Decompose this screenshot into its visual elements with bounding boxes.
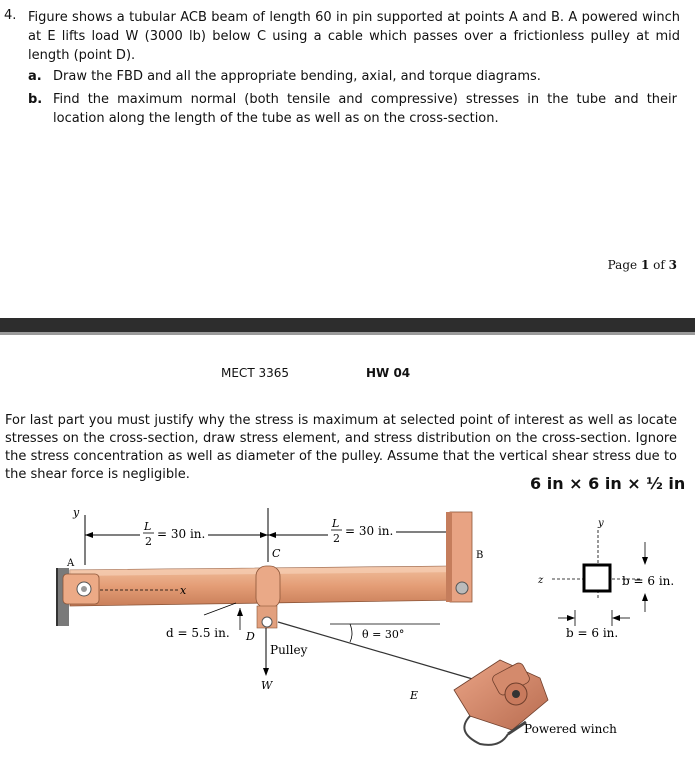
page-total: 3 [668, 258, 677, 272]
cs-bottom-dimension: b = 6 in. [566, 626, 619, 640]
question-number: 4. [4, 8, 17, 23]
tube-dimensions: 6 in × 6 in × ½ in [530, 474, 686, 493]
part-b-text: Find the maximum normal (both tensile and compressive) stresses in the tube and their location along the length of the tube as well as on the cross-section. [53, 92, 677, 126]
y-axis-label: y [73, 506, 80, 519]
pin-support-a [63, 574, 99, 604]
dim-right-den: 2 [333, 532, 340, 545]
load-arrow-w [263, 628, 269, 676]
point-d-label: D [246, 630, 255, 643]
instructions-paragraph: For last part you must justify why the stress is maximum at selected point of interest as well as locate stresses on the cross-section, draw stress element, and stress distribution on the cross-section. Ignore the stress concentration as well as diameter of the pulley. Assume that the vertical shear stress due to the shear force is negligible. [5, 413, 677, 482]
dimension-left [85, 520, 268, 548]
course-code: MECT 3365 [221, 366, 289, 380]
part-a-label: a. [28, 69, 42, 84]
part-b-label: b. [28, 92, 43, 107]
offset-label: d = 5.5 in. [166, 626, 230, 640]
cs-y-label: y [598, 518, 604, 529]
dim-left-num: L [144, 520, 152, 533]
x-axis-label: x [180, 584, 187, 597]
homework-title: HW 04 [366, 366, 411, 380]
clamp-c [256, 566, 280, 628]
point-e-label: E [410, 689, 419, 702]
cs-side-dimension: b = 6 in. [622, 574, 675, 588]
dim-left-den: 2 [145, 535, 152, 548]
winch-label: Powered winch [524, 722, 617, 736]
page-current: 1 [640, 258, 650, 272]
pulley-label: Pulley [270, 643, 308, 657]
part-a-text: Draw the FBD and all the appropriate bending, axial, and torque diagrams. [53, 69, 541, 84]
point-c-label: C [272, 547, 281, 560]
theta-arc [350, 624, 352, 642]
page-of: of [653, 258, 665, 272]
question-text: Figure shows a tubular ACB beam of length 60 in pin supported at points A and B. A powered winch at E lifts load W (3000 lb) below C using a cable which passes over a frictionless pulley at mid length (point D). [28, 10, 680, 63]
pin-support-b [446, 512, 472, 602]
point-a-label: A [67, 558, 75, 569]
point-b-label: B [476, 550, 484, 561]
page-prefix: Page [607, 258, 638, 272]
dim-right-value: = 30 in. [345, 524, 394, 538]
dim-left-value: = 30 in. [157, 527, 206, 541]
load-w-label: W [261, 679, 273, 692]
dim-right-num: L [332, 517, 340, 530]
theta-label: θ = 30° [362, 628, 405, 641]
cs-z-label: z [538, 575, 544, 586]
dimension-right [268, 517, 458, 545]
